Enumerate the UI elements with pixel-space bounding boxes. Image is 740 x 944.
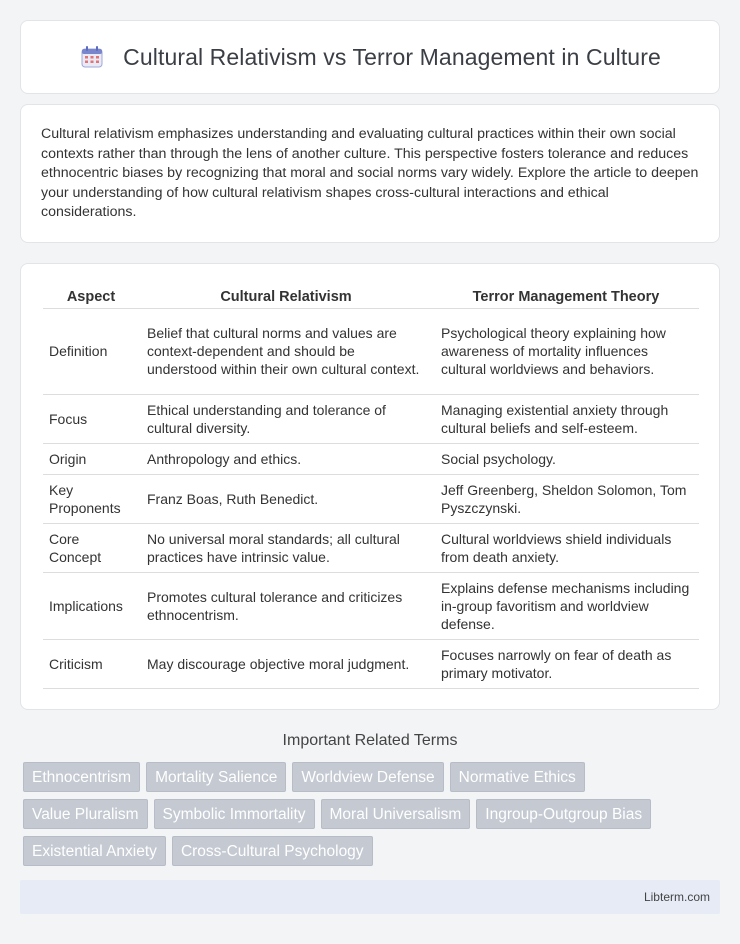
tag-moral-universalism[interactable]: Moral Universalism [321, 799, 471, 829]
cultural-relativism-cell: No universal moral standards; all cultural practices have intrinsic value. [139, 523, 433, 572]
tag-symbolic-immortality[interactable]: Symbolic Immortality [154, 799, 315, 829]
cultural-relativism-cell: Anthropology and ethics. [139, 443, 433, 474]
page-title: Cultural Relativism vs Terror Management in Culture [123, 43, 661, 70]
aspect-cell: Focus [43, 394, 139, 443]
aspect-cell: Core Concept [43, 523, 139, 572]
cultural-relativism-cell: Ethical understanding and tolerance of cultural diversity. [139, 394, 433, 443]
table-header-row [43, 284, 699, 308]
tag-cross-cultural-psychology[interactable]: Cross-Cultural Psychology [172, 836, 373, 866]
header-card [20, 20, 720, 94]
terror-management-cell: Psychological theory explaining how awareness of mortality influences cultural worldviews and behaviors. [433, 308, 699, 394]
table-row [43, 639, 699, 688]
cultural-relativism-cell: Franz Boas, Ruth Benedict. [139, 474, 433, 523]
comparison-table [43, 284, 699, 689]
tag-ingroup-outgroup-bias[interactable]: Ingroup-Outgroup Bias [476, 799, 651, 829]
footer-site-link[interactable]: Libterm.com [643, 890, 710, 904]
tag-worldview-defense[interactable]: Worldview Defense [292, 762, 443, 792]
header-cultural-relativism: Cultural Relativism [139, 284, 433, 308]
table-row [43, 474, 699, 523]
table-row [43, 394, 699, 443]
related-terms-title: Important Related Terms [282, 732, 458, 749]
tag-ethnocentrism[interactable]: Ethnocentrism [23, 762, 140, 792]
table-row [43, 523, 699, 572]
terror-management-cell: Cultural worldviews shield individuals from death anxiety. [433, 523, 699, 572]
tag-existential-anxiety[interactable]: Existential Anxiety [23, 836, 166, 866]
aspect-cell: Origin [43, 443, 139, 474]
tag-value-pluralism[interactable]: Value Pluralism [23, 799, 148, 829]
aspect-cell: Key Proponents [43, 474, 139, 523]
tag-normative-ethics[interactable]: Normative Ethics [450, 762, 585, 792]
terror-management-cell: Jeff Greenberg, Sheldon Solomon, Tom Pyszczynski. [433, 474, 699, 523]
comparison-table-card [20, 263, 720, 710]
terror-management-cell: Social psychology. [433, 443, 699, 474]
calendar-icon [79, 44, 105, 70]
header-title-wrap [79, 44, 661, 71]
tag-mortality-salience[interactable]: Mortality Salience [146, 762, 286, 792]
header-aspect: Aspect [43, 284, 139, 308]
intro-text: Cultural relativism emphasizes understanding and evaluating cultural practices within their own social contexts rather than through the lens of another culture. This perspective fosters tolerance and reduces ethnocentric biases by recognizing that moral and social norms vary widely. Explore the article to deepen your understanding of how cultural relativism shapes cross-cultural interactions and ethical considerations. [41, 126, 699, 221]
terror-management-cell: Explains defense mechanisms including in-group favoritism and worldview defense. [433, 572, 699, 639]
table-row [43, 572, 699, 639]
related-terms-tags [20, 762, 680, 866]
aspect-cell: Definition [43, 308, 139, 394]
cultural-relativism-cell: Belief that cultural norms and values are context-dependent and should be understood within their own cultural context. [139, 308, 433, 394]
aspect-cell: Criticism [43, 639, 139, 688]
footer [20, 880, 720, 914]
intro-card [20, 104, 720, 243]
cultural-relativism-cell: May discourage objective moral judgment. [139, 639, 433, 688]
related-terms-section [20, 730, 720, 866]
terror-management-cell: Managing existential anxiety through cultural beliefs and self-esteem. [433, 394, 699, 443]
aspect-cell: Implications [43, 572, 139, 639]
terror-management-cell: Focuses narrowly on fear of death as primary motivator. [433, 639, 699, 688]
table-row [43, 443, 699, 474]
table-row [43, 308, 699, 394]
cultural-relativism-cell: Promotes cultural tolerance and criticizes ethnocentrism. [139, 572, 433, 639]
header-terror-management: Terror Management Theory [433, 284, 699, 308]
